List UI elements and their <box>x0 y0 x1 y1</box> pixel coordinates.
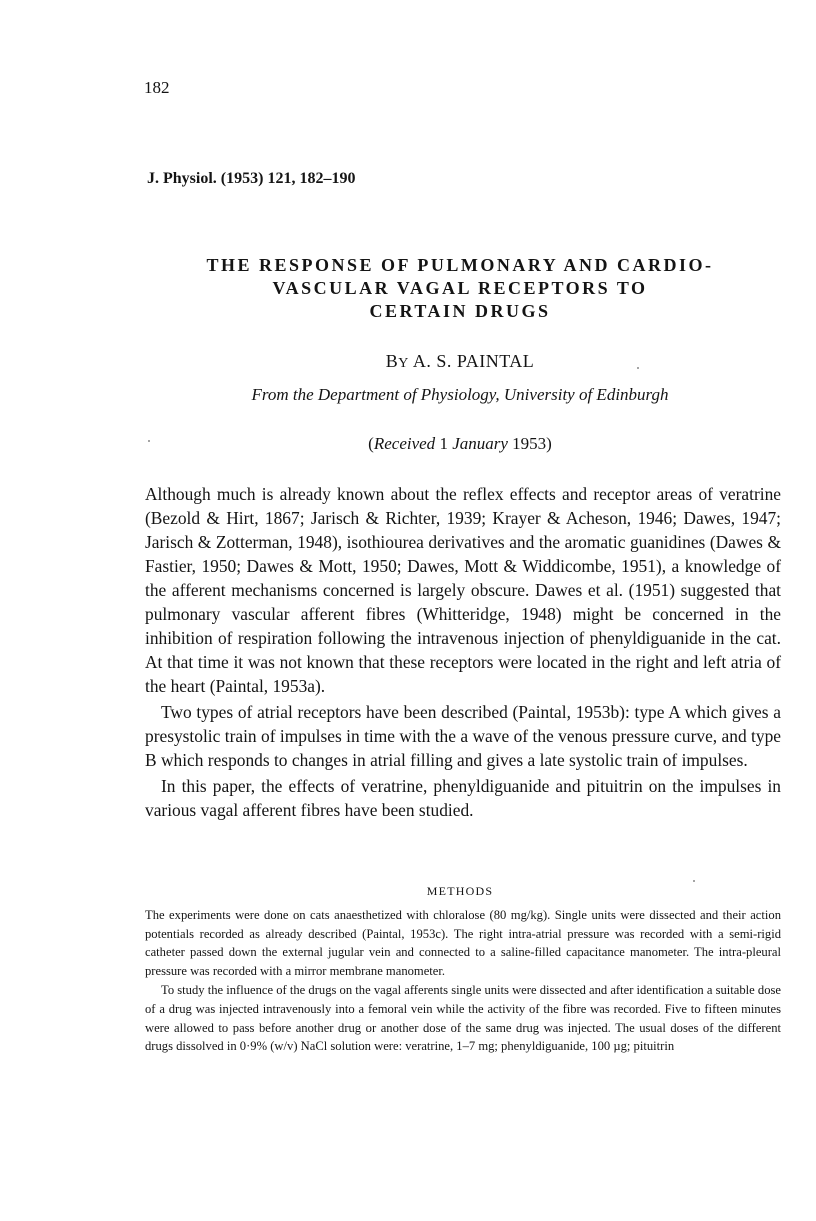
journal-citation: J. Physiol. (1953) 121, 182–190 <box>147 170 356 187</box>
received-label: Received <box>373 434 436 453</box>
title-line: CERTAIN DRUGS <box>369 301 551 321</box>
body-paragraph: In this paper, the effects of veratrine, phenyldiguanide and pituitrin on the impulses in various vagal afferent fibres have been studied. <box>145 776 781 820</box>
methods-heading: METHODS <box>426 884 494 898</box>
page-number: 182 <box>144 78 170 97</box>
received-date: (Received 1 January 1953) <box>368 434 552 453</box>
author-by-initial: B <box>385 351 399 371</box>
author-by-rest: Y <box>398 356 409 371</box>
methods-paragraph: The experiments were done on cats anaesthetized with chloralose (80 mg/kg). Single units were dissected and their action potentials recorded as already described (Paintal, 1953c). The right intra-atrial pressure was recorded with a semi-rigid catheter passed down the external jugular vein and connected to a saline-filled capacitance manometer. The intra-pleural pressure was recorded with a mirror membrane manometer. <box>145 908 781 978</box>
methods-paragraph: To study the influence of the drugs on the vagal afferents single units were dissected and after identification a suitable dose of a drug was injected intravenously into a femoral vein while the activity of the fibre was recorded. Five to fifteen minutes were allowed to pass before another drug or another dose of the same drug was injected. The usual doses of the different drugs dissolved in 0·9% (w/v) NaCl solution were: veratrine, 1–7 mg; phenyldiguanide, 100 µg; pituitrin <box>145 983 781 1054</box>
scan-speck <box>148 440 150 442</box>
title-line: THE RESPONSE OF PULMONARY AND CARDIO- <box>206 255 714 275</box>
body-paragraph: Although much is already known about the reflex effects and receptor areas of veratrine (Bezold & Hirt, 1867; Jarisch & Richter, 1939; Krayer & Acheson, 1946; Dawes, 1947; Jarisch & Zotterman, 1948), isothiourea derivatives and the aromatic guanidines (Dawes & Fastier, 1950; Dawes & Mott, 1950; Dawes, Mott & Widdicombe, 1951), a knowledge of the afferent mechanisms concerned is largely obscure. Dawes et al. (1951) suggested that pulmonary vascular afferent fibres (Whitteridge, 1948) might be concerned in the inhibition of respiration following the intravenous injection of phenyldiguanide in the cat. At that time it was not known that these receptors were located in the right and left atria of the heart (Paintal, 1953a). <box>145 484 781 696</box>
received-year: 1953 <box>512 434 547 453</box>
title-line: VASCULAR VAGAL RECEPTORS TO <box>272 278 648 298</box>
author-line <box>140 351 780 372</box>
body-paragraph: Two types of atrial receptors have been described (Paintal, 1953b): type A which gives a presystolic train of impulses in time with the a wave of the venous pressure curve, and type B which responds to changes in atrial filling and gives a late systolic train of impulses. <box>145 702 781 770</box>
received-month: January <box>452 434 508 453</box>
scan-speck <box>637 367 639 369</box>
article-title <box>140 254 780 323</box>
methods-section <box>145 906 781 1056</box>
author-name: A. S. PAINTAL <box>412 351 535 371</box>
received-day: 1 <box>439 434 448 453</box>
scan-speck <box>693 880 695 882</box>
affiliation: From the Department of Physiology, University of Edinburgh <box>251 385 669 404</box>
introduction <box>145 482 781 822</box>
